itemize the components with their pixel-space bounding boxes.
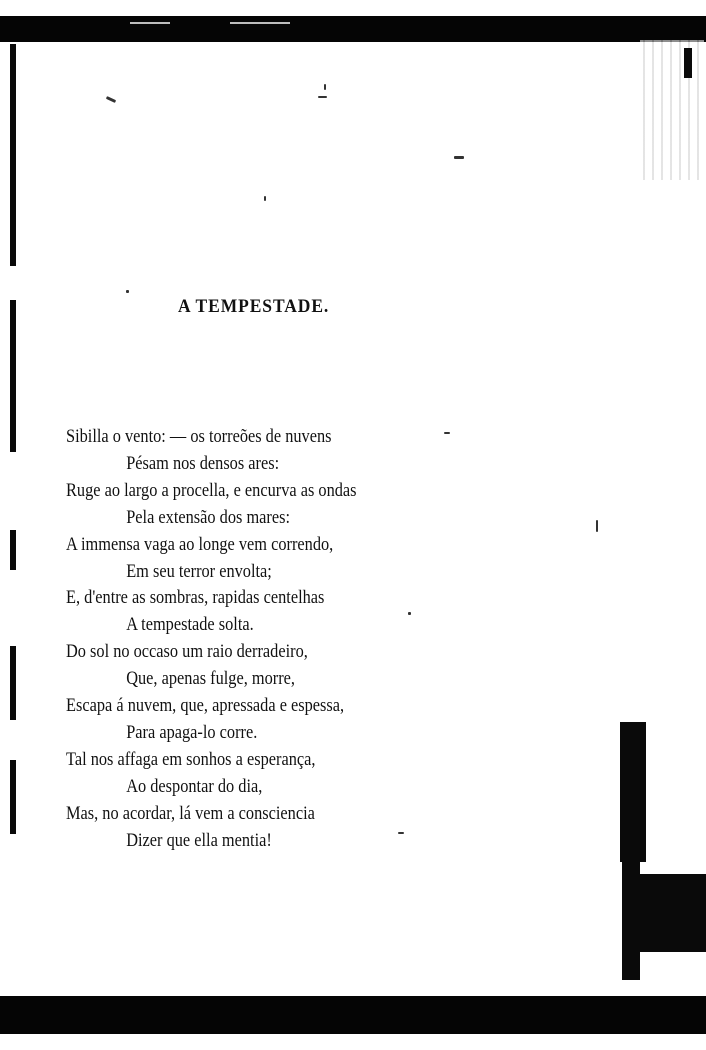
poem-line: Mas, no acordar, lá vem a consciencia [66, 802, 315, 824]
poem-line: Pela extensão dos mares: [126, 506, 291, 528]
poem-line: Pésam nos densos ares: [126, 452, 280, 474]
poem-line: Para apaga-lo corre. [126, 721, 258, 743]
poem-line: Do sol no occaso um raio derradeiro, [66, 641, 308, 663]
poem-line: Tal nos affaga em sonhos a esperança, [66, 748, 316, 770]
poem-line: Em seu terror envolta; [126, 560, 272, 582]
poem-title: A TEMPESTADE. [178, 296, 330, 317]
poem-line: A immensa vaga ao longe vem correndo, [66, 533, 334, 555]
poem-line: Ruge ao largo a procella, e encurva as ondas [66, 479, 357, 501]
poem-line: A tempestade solta. [126, 614, 254, 636]
poem-line: Escapa á nuvem, que, apressada e espessa, [66, 695, 345, 717]
poem-line: E, d'entre as sombras, rapidas centelhas [66, 587, 325, 609]
poem-line: Sibilla o vento: — os torreões de nuvens [66, 426, 332, 447]
poem-body [66, 424, 626, 855]
poem-line: Ao despontar do dia, [126, 775, 263, 797]
poem-line: Dizer que ella mentia! [126, 829, 272, 851]
poem-line: Que, apenas fulge, morre, [126, 668, 295, 690]
